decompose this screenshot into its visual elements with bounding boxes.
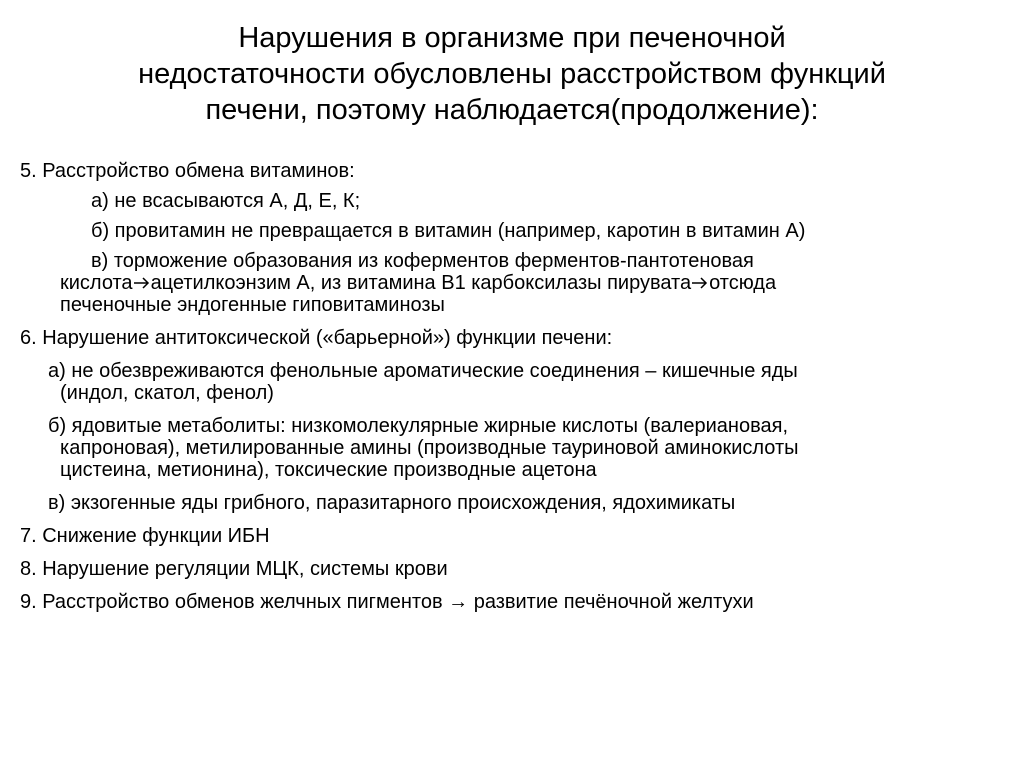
item-6c: в) экзогенные яды грибного, паразитарного происхождения, ядохимикаты [48,492,736,514]
arrow-right-icon [692,272,708,294]
item-8: 8. Нарушение регуляции МЦК, системы крови [20,558,448,580]
item-5b: б) провитамин не превращается в витамин (например, каротин в витамин А) [91,220,806,242]
item-5c-line-2 [0,272,1024,294]
item-5c-text-3: отсюда [709,272,777,294]
item-6a-line-1: а) не обезвреживаются фенольные ароматические соединения – кишечные яды [48,360,798,382]
item-5a: а) не всасываются А, Д, Е, К; [91,190,361,212]
item-5c-line-1: в) торможение образования из коферментов ферментов-пантотеновая [91,250,754,272]
item-7: 7. Снижение функции ИБН [20,525,270,547]
title-line-2: недостаточности обусловлены расстройством функций [138,58,886,90]
item-5c-text-1: кислота [60,272,133,294]
title-line-3: печени, поэтому наблюдается(продолжение): [205,94,819,126]
item-5c-line-3: печеночные эндогенные гиповитаминозы [60,294,445,316]
item-5-heading: 5. Расстройство обмена витаминов: [20,160,355,182]
item-6a-line-2: (индол, скатол, фенол) [60,382,274,404]
item-6b-line-2: капроновая), метилированные амины (производные тауриновой аминокислоты [60,437,799,459]
item-6b-line-1: б) ядовитые метаболиты: низкомолекулярные жирные кислоты (валериановая, [48,415,789,437]
item-5c-text-2: ацетилкоэнзим А, из витамина В1 карбоксилазы пирувата [150,272,692,294]
title-line-1: Нарушения в организме при печеночной [238,22,786,54]
item-6-heading: 6. Нарушение антитоксической («барьерной») функции печени: [20,327,613,349]
slide-title [40,20,984,128]
item-6b-line-3: цистеина, метионина), токсические производные ацетона [60,459,597,481]
arrow-right-icon [134,272,150,294]
item-9: 9. Расстройство обменов желчных пигментов → развитие печёночной желтухи [20,591,754,613]
slide-body [0,160,1024,613]
